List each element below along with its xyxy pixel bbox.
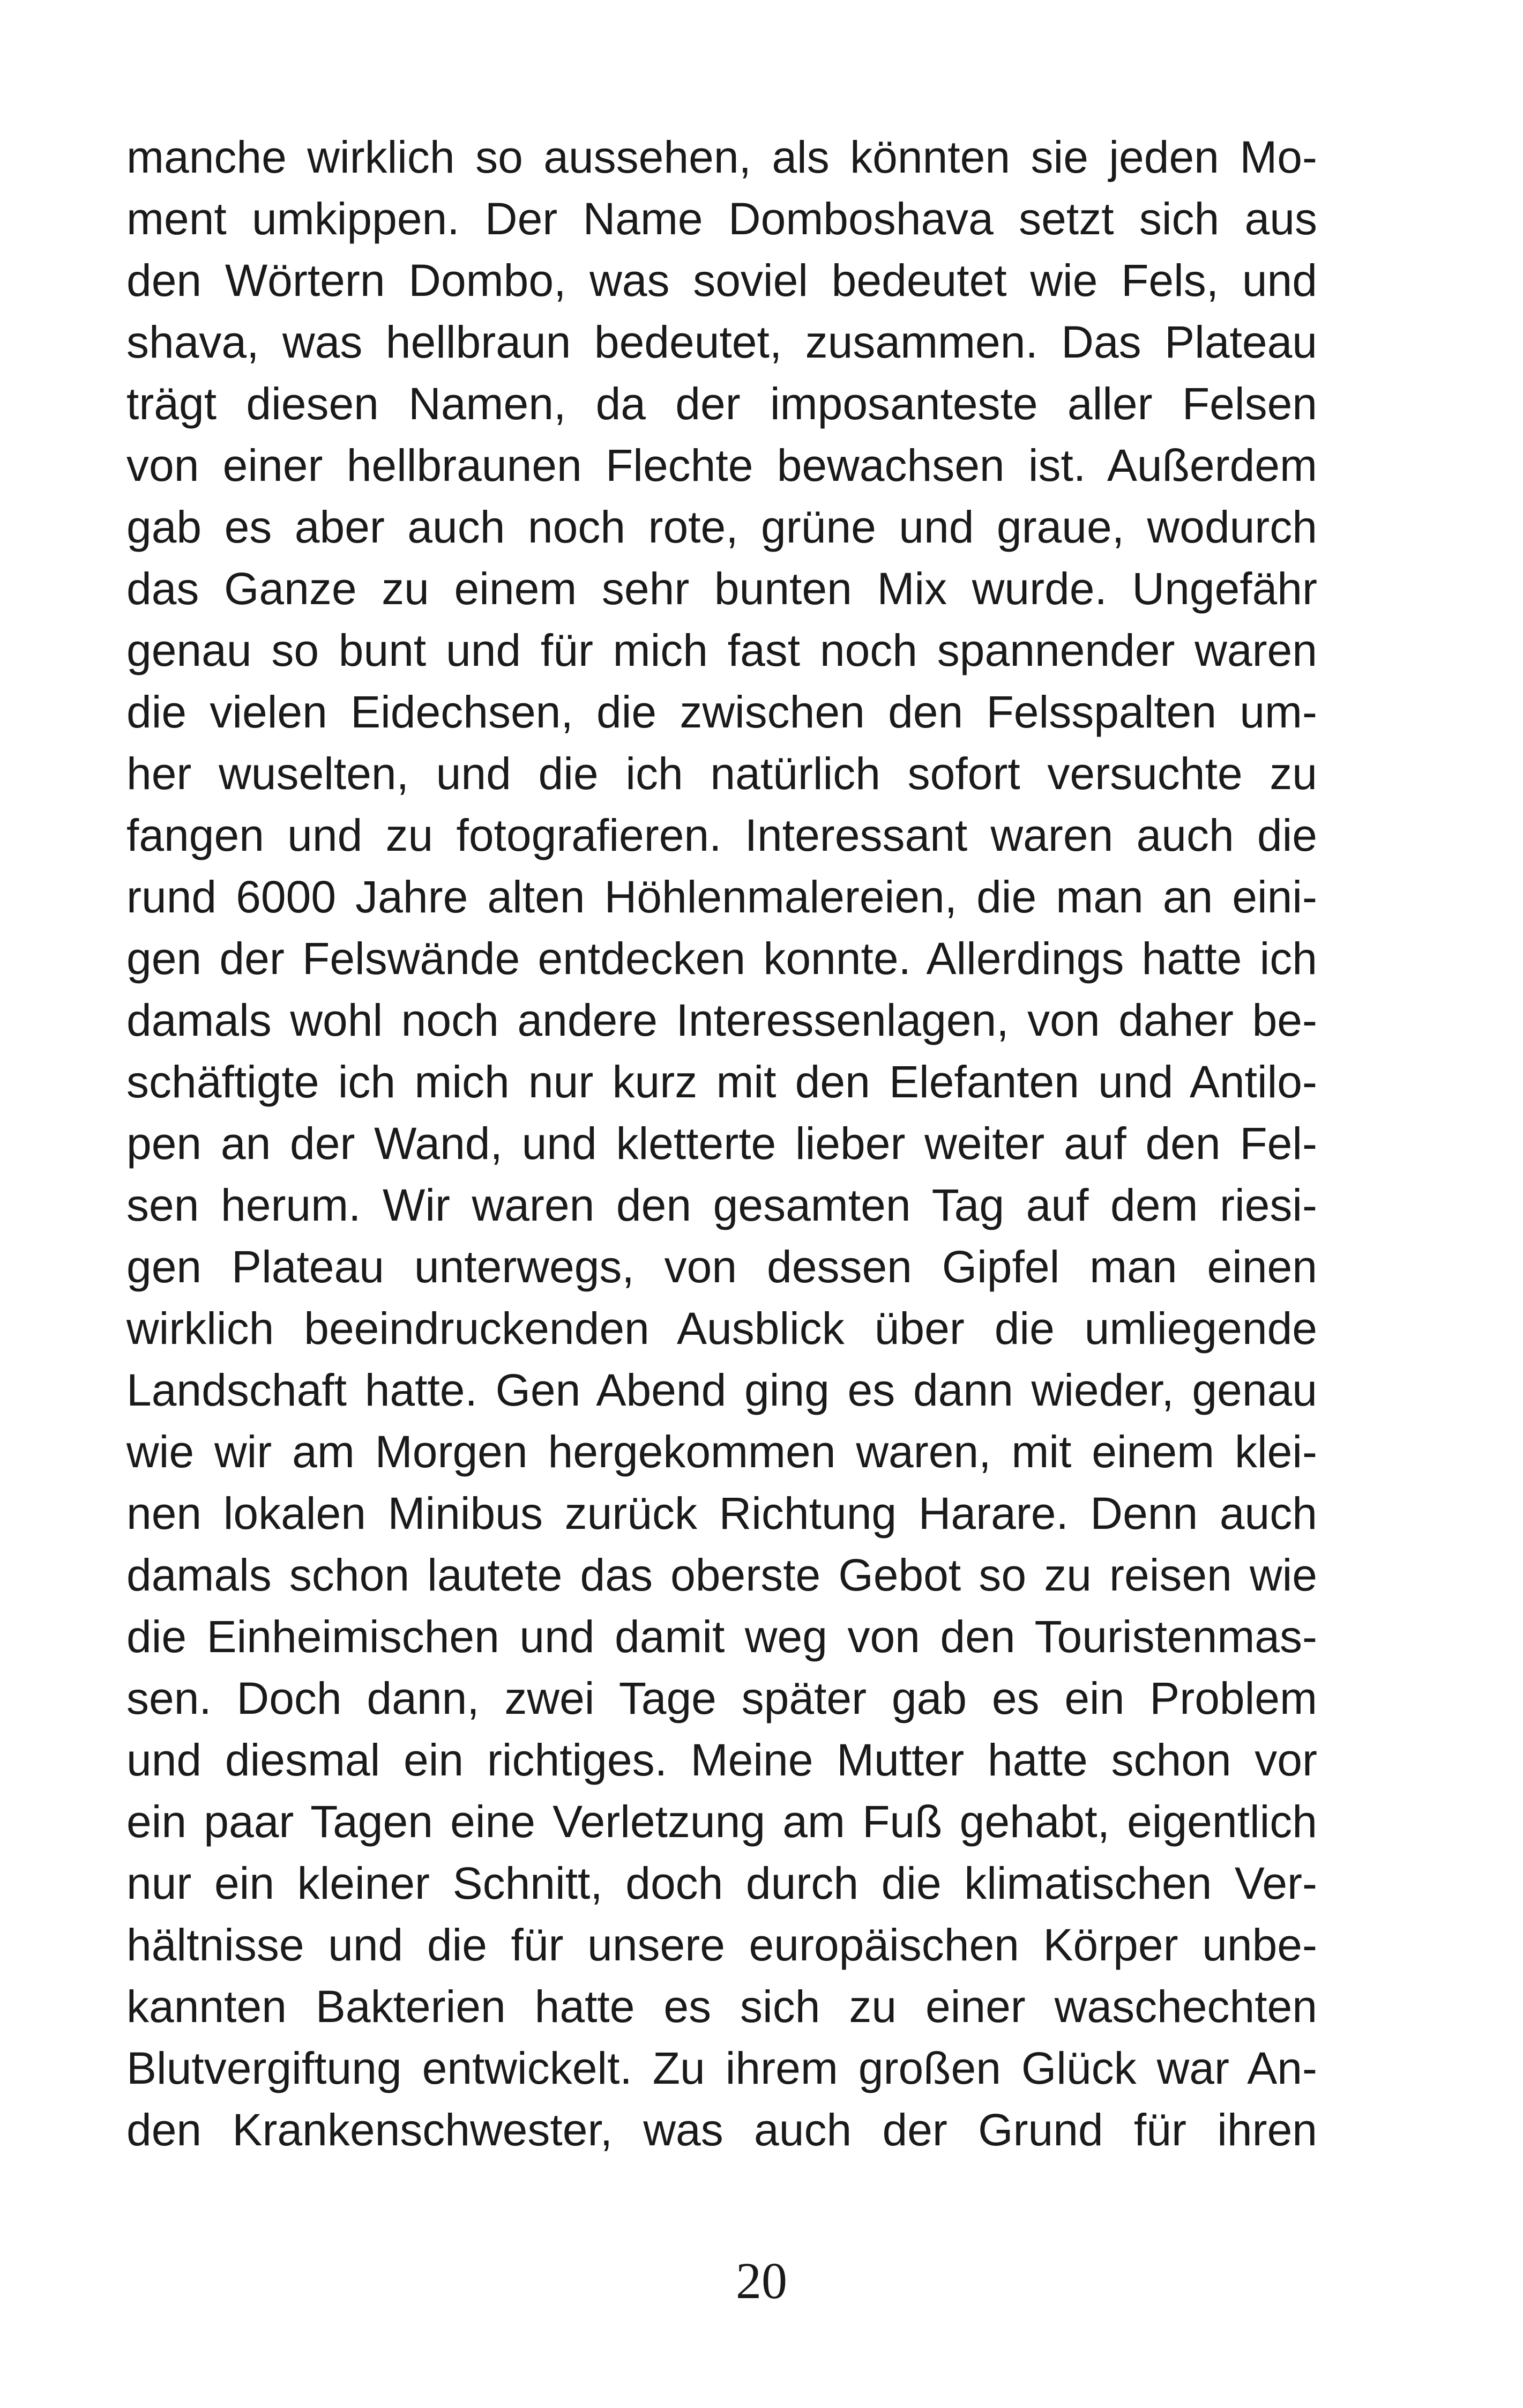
text-line: gab es aber auch noch rote, grüne und graue, wodurch	[126, 502, 1317, 552]
text-line: ment umkippen. Der Name Domboshava setzt sich aus	[126, 194, 1317, 244]
text-line: ein paar Tagen eine Verletzung am Fuß gehabt, eigentlich	[126, 1796, 1317, 1847]
text-line: von einer hellbraunen Flechte bewachsen ist. Außerdem	[126, 440, 1317, 490]
text-line: gen der Felswände entdecken konnte. Allerdings hatte ich	[126, 933, 1317, 984]
text-line: wie wir am Morgen hergekommen waren, mit einem klei-	[126, 1426, 1317, 1477]
text-line: und diesmal ein richtiges. Meine Mutter hatte schon vor	[126, 1735, 1317, 1785]
text-line: nen lokalen Minibus zurück Richtung Harare. Denn auch	[126, 1488, 1317, 1539]
text-line: manche wirklich so aussehen, als könnten sie jeden Mo-	[126, 132, 1317, 182]
text-line: damals wohl noch andere Interessenlagen, von daher be-	[126, 995, 1317, 1045]
text-line: den Krankenschwester, was auch der Grund für ihren	[126, 2105, 1317, 2155]
text-line: Blutvergiftung entwickelt. Zu ihrem großen Glück war An-	[126, 2043, 1317, 2093]
text-line: schäftigte ich mich nur kurz mit den Elefanten und Antilo-	[126, 1057, 1317, 1107]
text-line: das Ganze zu einem sehr bunten Mix wurde. Ungefähr	[126, 563, 1317, 614]
body-text	[126, 127, 1317, 2161]
text-line: trägt diesen Namen, da der imposanteste aller Felsen	[126, 378, 1317, 429]
text-line: pen an der Wand, und kletterte lieber weiter auf den Fel-	[126, 1118, 1317, 1169]
text-line: nur ein kleiner Schnitt, doch durch die klimatischen Ver-	[126, 1858, 1317, 1908]
text-line: den Wörtern Dombo, was soviel bedeutet wie Fels, und	[126, 255, 1317, 306]
text-line: kannten Bakterien hatte es sich zu einer waschechten	[126, 1981, 1317, 2032]
text-line: sen herum. Wir waren den gesamten Tag auf dem riesi-	[126, 1180, 1317, 1230]
text-line: shava, was hellbraun bedeutet, zusammen. Das Plateau	[126, 317, 1317, 367]
text-line: sen. Doch dann, zwei Tage später gab es ein Problem	[126, 1673, 1317, 1723]
text-line: rund 6000 Jahre alten Höhlenmalereien, die man an eini-	[126, 872, 1317, 922]
text-line: hältnisse und die für unsere europäischen Körper unbe-	[126, 1920, 1317, 1970]
text-line: damals schon lautete das oberste Gebot so zu reisen wie	[126, 1550, 1317, 1600]
text-line: fangen und zu fotografieren. Interessant waren auch die	[126, 810, 1317, 860]
text-line: wirklich beeindruckenden Ausblick über die umliegende	[126, 1303, 1317, 1354]
text-line: die vielen Eidechsen, die zwischen den Felsspalten um-	[126, 687, 1317, 737]
text-line: her wuselten, und die ich natürlich sofort versuchte zu	[126, 748, 1317, 799]
text-line: genau so bunt und für mich fast noch spannender waren	[126, 625, 1317, 675]
page-number: 20	[736, 2252, 787, 2309]
text-line: die Einheimischen und damit weg von den Touristenmas-	[126, 1611, 1317, 1662]
text-line: gen Plateau unterwegs, von dessen Gipfel man einen	[126, 1242, 1317, 1292]
text-line: Landschaft hatte. Gen Abend ging es dann wieder, genau	[126, 1365, 1317, 1415]
